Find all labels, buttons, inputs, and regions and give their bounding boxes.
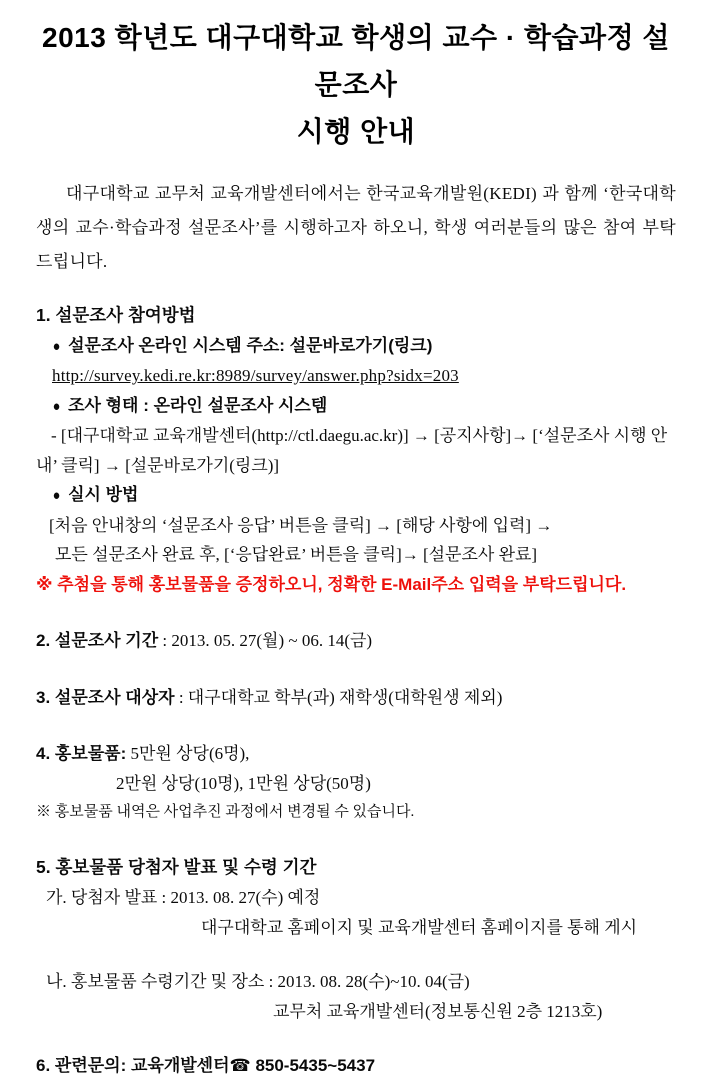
winner-announcement-line: 가. 당첨자 발표 : 2013. 08. 27(수) 예정	[36, 883, 676, 913]
prize-email-notice: ※ 추첨을 통해 홍보물품을 증정하오니, 정확한 E-Mail주소 입력을 부탁드립니다.	[36, 570, 676, 600]
section-3-label: 3. 설문조사 대상자	[36, 688, 175, 707]
section-2-value: : 2013. 05. 27(월) ~ 06. 14(금)	[162, 631, 372, 650]
online-system-address-line	[36, 331, 676, 362]
section-4-label: 4. 홍보물품:	[36, 744, 126, 763]
method-step-1: [처음 안내창의 ‘설문조사 응답’ 버튼을 클릭] → [해당 사항에 입력] →	[36, 511, 676, 541]
intro-paragraph: 대구대학교 교무처 교육개발센터에서는 한국교육개발원(KEDI) 과 함께 ‘한국대학생의 교수·학습과정 설문조사’를 시행하고자 하오니, 학생 여러분들의 많은 참여 부탁드립니다.	[36, 177, 676, 279]
bullet-icon: ●	[53, 332, 61, 362]
contact-phone-number: 850-5435~5437	[255, 1056, 375, 1075]
document-title	[36, 14, 676, 155]
method-step-2: 모든 설문조사 완료 후, [‘응답완료’ 버튼을 클릭]→ [설문조사 완료]	[36, 540, 676, 570]
winner-announcement-detail: 대구대학교 홈페이지 및 교육개발센터 홈페이지를 통해 게시	[36, 913, 676, 943]
online-system-address-label: 설문조사 온라인 시스템 주소: 설문바로가기(링크)	[68, 336, 432, 355]
method-label: 실시 방법	[68, 485, 138, 504]
bullet-icon: ●	[53, 392, 61, 422]
section-participation	[36, 301, 676, 599]
prize-line-1	[36, 739, 676, 769]
prize-pickup-location: 교무처 교육개발센터(정보통신원 2층 1213호)	[36, 997, 676, 1027]
section-target	[36, 683, 676, 713]
section-5-heading: 5. 홍보물품 당첨자 발표 및 수령 기간	[36, 853, 676, 883]
survey-type-label: 조사 형태 : 온라인 설문조사 시스템	[68, 396, 327, 415]
section-prizes	[36, 739, 676, 826]
section-2-label: 2. 설문조사 기간	[36, 631, 158, 650]
title-line-1: 2013 학년도 대구대학교 학생의 교수 · 학습과정 설문조사	[36, 14, 676, 108]
prize-line-2: 2만원 상당(10명), 1만원 상당(50명)	[36, 769, 676, 799]
section-announcement	[36, 853, 676, 1027]
section-1-heading: 1. 설문조사 참여방법	[36, 301, 676, 331]
section-contact	[36, 1051, 676, 1080]
section-3-value: : 대구대학교 학부(과) 재학생(대학원생 제외)	[179, 688, 503, 707]
bullet-icon: ●	[53, 481, 61, 511]
prize-pickup-line: 나. 홍보물품 수령기간 및 장소 : 2013. 08. 28(수)~10. 04(금)	[36, 967, 676, 997]
prize-tier-1: 5만원 상당(6명),	[131, 744, 250, 763]
method-line	[36, 480, 676, 511]
prize-change-note: ※ 홍보물품 내역은 사업추진 과정에서 변경될 수 있습니다.	[36, 798, 676, 826]
title-line-2: 시행 안내	[36, 108, 676, 155]
section-period	[36, 626, 676, 656]
navigation-path-text: - [대구대학교 교육개발센터(http://ctl.daegu.ac.kr)] → [공지사항]→ [‘설문조사 시행 안내’ 클릭] → [설문바로가기(링크)]	[36, 421, 676, 480]
telephone-icon: ☎	[230, 1056, 251, 1075]
survey-url-link[interactable]: http://survey.kedi.re.kr:8989/survey/answer.php?sidx=203	[52, 366, 459, 385]
survey-url-line	[36, 361, 676, 391]
section-6-label: 6. 관련문의: 교육개발센터	[36, 1056, 230, 1075]
survey-type-line	[36, 391, 676, 422]
